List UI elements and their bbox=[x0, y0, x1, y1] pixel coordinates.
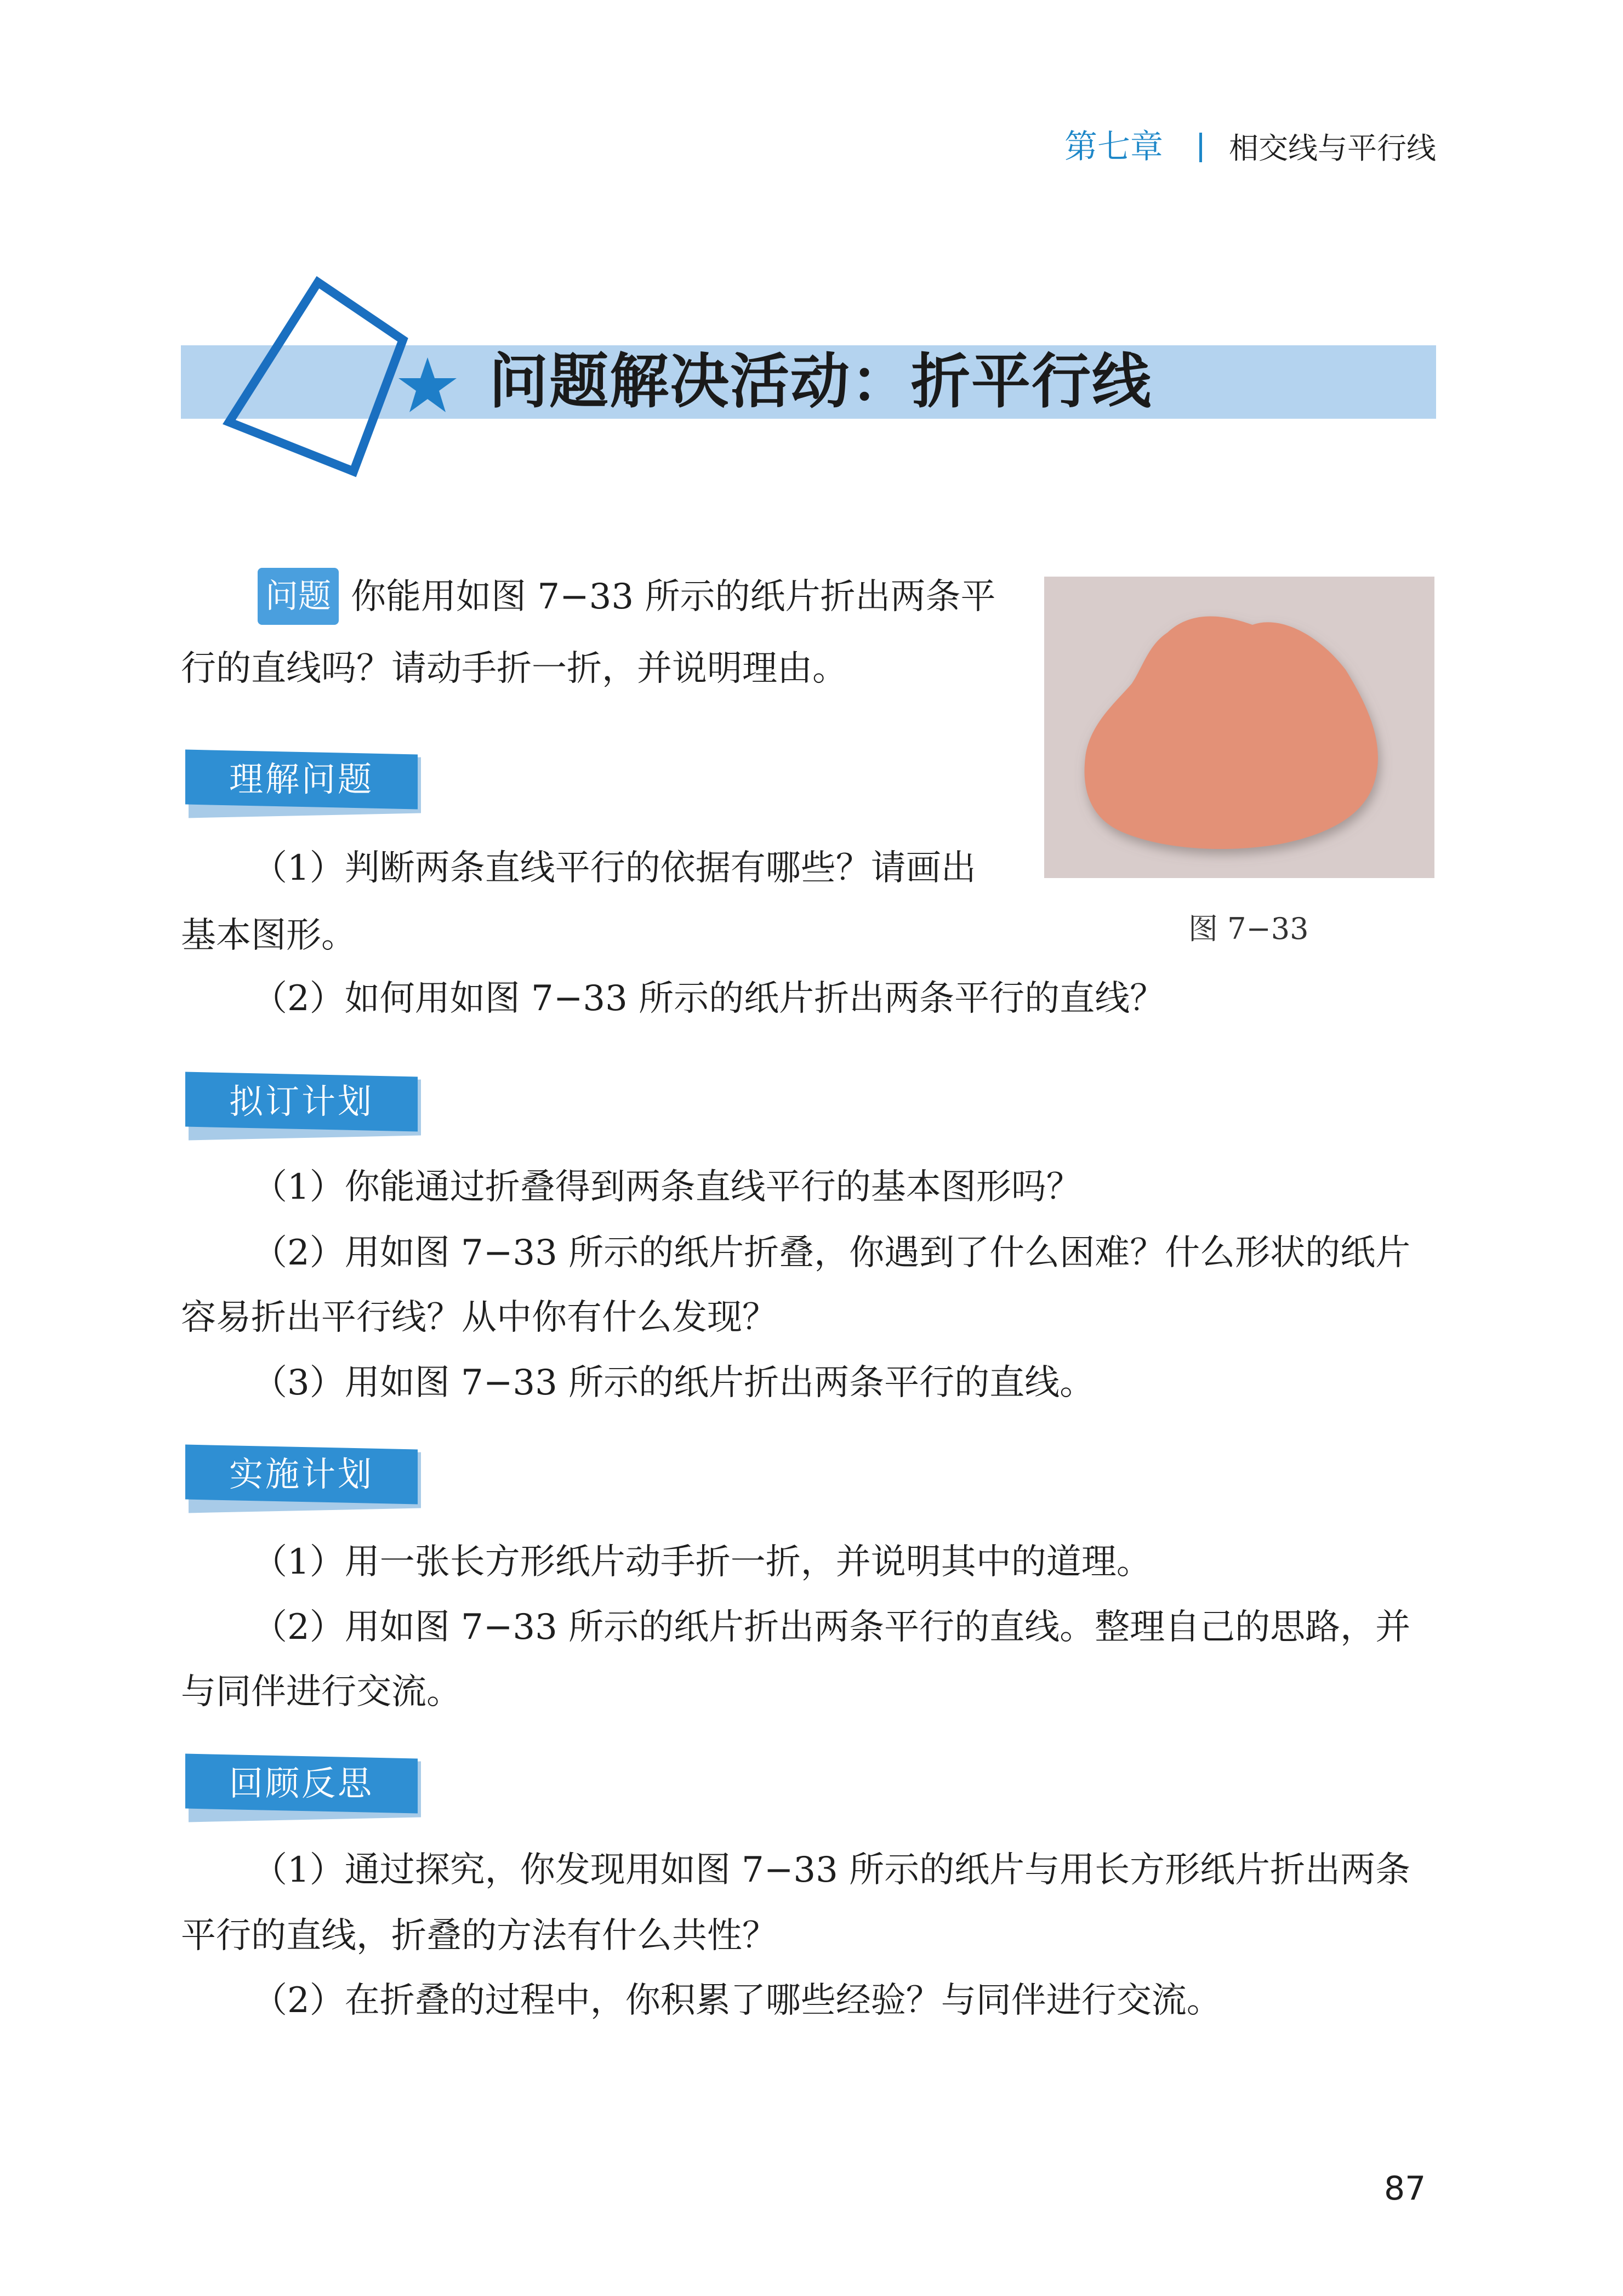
problem-line-2: 行的直线吗？请动手折一折，并说明理由。 bbox=[181, 648, 847, 689]
page-number: 87 bbox=[1384, 2169, 1426, 2208]
section-label-text: 拟订计划 bbox=[229, 1081, 374, 1121]
figure-caption: 图 7−33 bbox=[1188, 911, 1309, 946]
plan-q2-line-2: 容易折出平行线？从中你有什么发现？ bbox=[181, 1297, 777, 1338]
understand-q1-line-2: 基本图形。 bbox=[181, 915, 356, 956]
understand-q2: （2）如何用如图 7−33 所示的纸片折出两条平行的直线？ bbox=[252, 978, 1165, 1019]
execute-q2-line-1: （2）用如图 7−33 所示的纸片折出两条平行的直线。整理自己的思路，并 bbox=[252, 1607, 1411, 1648]
reflect-q1-line-1: （1）通过探究，你发现用如图 7−33 所示的纸片与用长方形纸片折出两条 bbox=[252, 1850, 1411, 1890]
plan-q3: （3）用如图 7−33 所示的纸片折出两条平行的直线。 bbox=[252, 1363, 1095, 1403]
problem-tag: 问题 bbox=[258, 568, 339, 625]
header-separator bbox=[1199, 133, 1202, 162]
page-title: 问题解决活动：折平行线 bbox=[489, 347, 1153, 416]
plan-q2-line-1: （2）用如图 7−33 所示的纸片折叠，你遇到了什么困难？什么形状的纸片 bbox=[252, 1233, 1411, 1273]
section-label-text: 实施计划 bbox=[229, 1454, 374, 1494]
section-label-text: 回顾反思 bbox=[229, 1763, 374, 1803]
section-label-plan bbox=[185, 1074, 421, 1138]
understand-q1-line-1: （1）判断两条直线平行的依据有哪些？请画出 bbox=[252, 848, 976, 888]
tilted-frame-decoration bbox=[208, 263, 417, 482]
execute-q1: （1）用一张长方形纸片动手折一折，并说明其中的道理。 bbox=[252, 1542, 1152, 1582]
chapter-title: 相交线与平行线 bbox=[1229, 131, 1436, 166]
problem-line-1: 你能用如图 7−33 所示的纸片折出两条平 bbox=[351, 577, 996, 617]
star-icon bbox=[397, 356, 458, 414]
section-label-reflect bbox=[185, 1756, 421, 1820]
section-label-execute bbox=[185, 1447, 421, 1511]
section-label-text: 理解问题 bbox=[229, 759, 374, 799]
reflect-q2: （2）在折叠的过程中，你积累了哪些经验？与同伴进行交流。 bbox=[252, 1980, 1222, 2021]
execute-q2-line-2: 与同伴进行交流。 bbox=[181, 1672, 462, 1712]
paper-shape-image bbox=[1044, 577, 1434, 878]
reflect-q1-line-2: 平行的直线，折叠的方法有什么共性？ bbox=[181, 1916, 777, 1956]
section-label-understand bbox=[185, 752, 421, 816]
figure-7-33 bbox=[1044, 577, 1434, 878]
chapter-label: 第七章 bbox=[1064, 128, 1163, 166]
plan-q1: （1）你能通过折叠得到两条直线平行的基本图形吗？ bbox=[252, 1167, 1081, 1207]
